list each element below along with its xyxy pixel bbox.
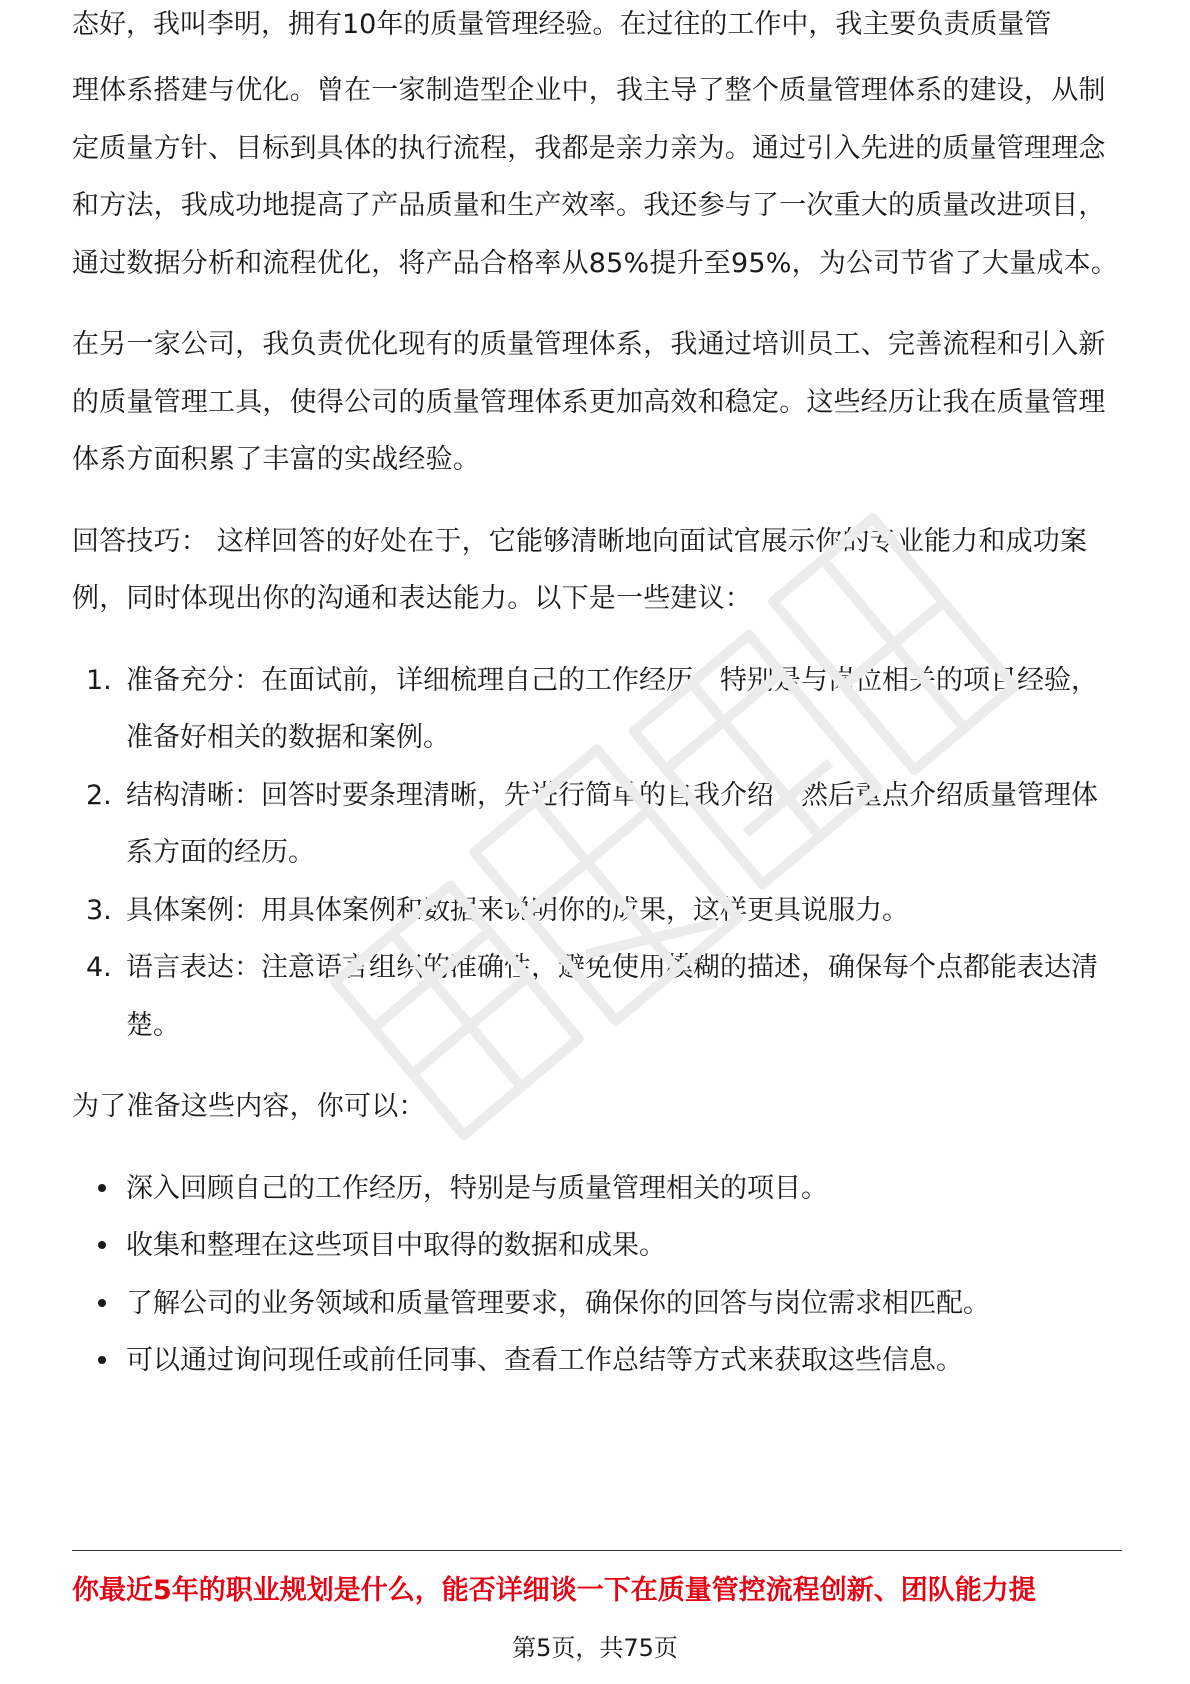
list-item bbox=[72, 1275, 1122, 1333]
paragraph-other-company: 在另一家公司，我负责优化现有的质量管理体系，我通过培训员工、完善流程和引入新的质量管理工具，使得公司的质量管理体系更加高效和稳定。这些经历让我在质量管理体系方面积累了丰富的实战经验。 bbox=[72, 329, 1106, 475]
list-item-text: 准备充分：在面试前，详细梳理自己的工作经历，特别是与岗位相关的项目经验，准备好相关的数据和案例。 bbox=[126, 664, 1098, 753]
page-number-footer: 第5页，共75页 bbox=[512, 1634, 678, 1662]
list-number: 1. bbox=[86, 664, 112, 696]
bullet-icon bbox=[98, 1241, 106, 1249]
list-item-text: 收集和整理在这些项目中取得的数据和成果。 bbox=[126, 1230, 666, 1261]
bullet-icon bbox=[98, 1299, 106, 1307]
list-number: 2. bbox=[86, 779, 112, 811]
list-item-text: 了解公司的业务领域和质量管理要求，确保你的回答与岗位需求相匹配。 bbox=[126, 1287, 990, 1319]
bullet-icon bbox=[98, 1356, 106, 1364]
list-item bbox=[72, 1217, 1122, 1275]
list-item bbox=[72, 1332, 1122, 1390]
prep-bullet-list bbox=[72, 1160, 1122, 1390]
list-item bbox=[72, 882, 1122, 940]
list-item-text: 结构清晰：回答时要条理清晰，先进行简单的自我介绍，然后重点介绍质量管理体系方面的经历。 bbox=[126, 779, 1098, 868]
list-item bbox=[72, 767, 1122, 882]
document-body bbox=[72, 9, 1122, 1390]
list-number: 3. bbox=[86, 894, 112, 926]
next-question-heading: 你最近5年的职业规划是什么，能否详细谈一下在质量管控流程创新、团队能力提 bbox=[72, 1575, 1036, 1606]
list-item bbox=[72, 652, 1122, 767]
numbered-tips-list bbox=[72, 652, 1122, 1055]
list-item-text: 深入回顾自己的工作经历，特别是与质量管理相关的项目。 bbox=[126, 1172, 828, 1204]
cut-off-top-text: 态好，我叫李明，拥有10年的质量管理经验。在过往的工作中，我主要负责质量管 bbox=[72, 9, 1052, 40]
list-item-text: 具体案例：用具体案例和数据来说明你的成果，这样更具说服力。 bbox=[126, 894, 909, 926]
list-item-text: 语言表达：注意语言组织的准确性，避免使用模糊的描述，确保每个点都能表达清楚。 bbox=[126, 952, 1098, 1041]
paragraph-experience: 理体系搭建与优化。曾在一家制造型企业中，我主导了整个质量管理体系的建设，从制定质量方针、目标到具体的执行流程，我都是亲力亲为。通过引入先进的质量管理理念和方法，我成功地提高了产品质量和生产效率。我还参与了一次重大的质量改进项目，通过数据分析和流程优化，将产品合格率从85%提升至95%，为公司节省了大量成本。 bbox=[72, 75, 1119, 279]
paragraph-answer-tips: 回答技巧： 这样回答的好处在于，它能够清晰地向面试官展示你的专业能力和成功案例，同时体现出你的沟通和表达能力。以下是一些建议： bbox=[72, 525, 1088, 614]
section-divider bbox=[72, 1550, 1122, 1551]
list-item bbox=[72, 1160, 1122, 1218]
list-item-text: 可以通过询问现任或前任同事、查看工作总结等方式来获取这些信息。 bbox=[126, 1345, 963, 1376]
list-item bbox=[72, 939, 1122, 1054]
bullet-icon bbox=[98, 1184, 106, 1192]
cut-off-top-line bbox=[72, 9, 1122, 58]
list-number: 4. bbox=[86, 952, 112, 983]
prep-intro: 为了准备这些内容，你可以： bbox=[72, 1091, 426, 1122]
